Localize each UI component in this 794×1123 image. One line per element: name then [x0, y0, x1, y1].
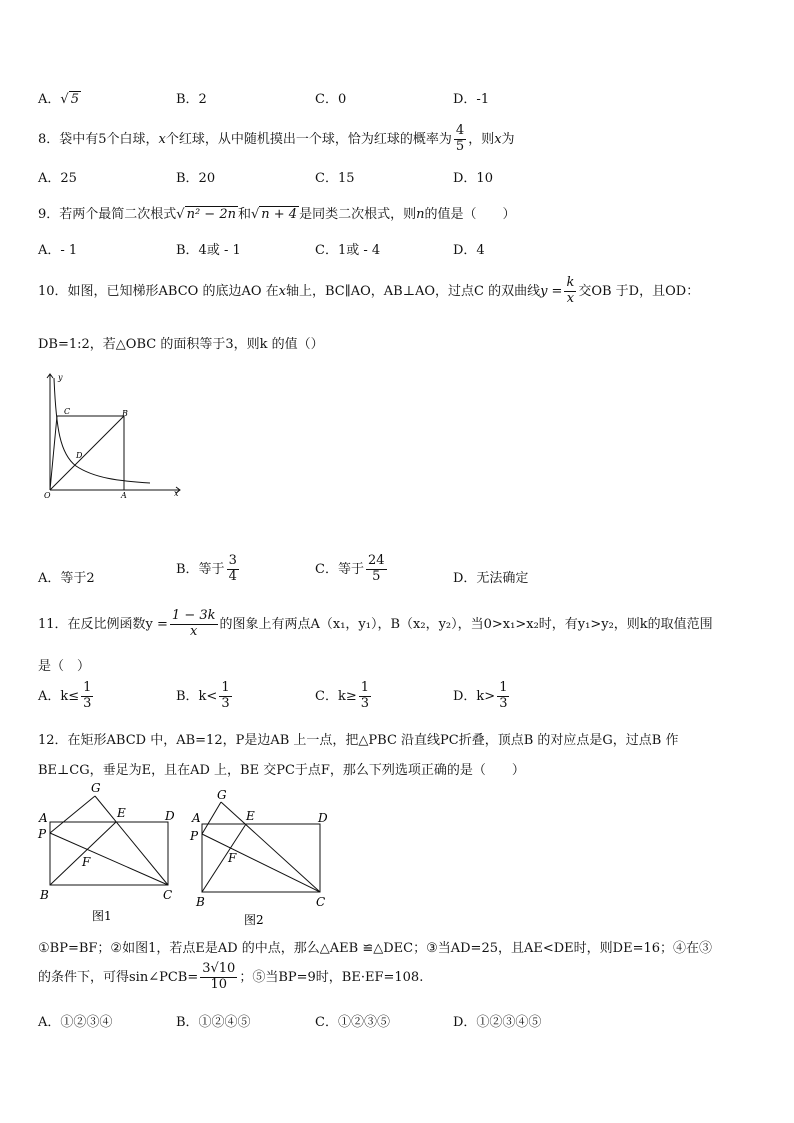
q8-stem: 8．袋中有5个白球，x个红球，从中随机摸出一个球，恰为红球的概率为 $\frac{4}{5}$ ，则x为	[38, 123, 515, 154]
q8-option-c: C．15	[315, 171, 355, 186]
fig1-label-e: E	[117, 806, 126, 820]
label-b: B	[122, 409, 128, 418]
q12-option-b: B．①②④⑤	[176, 1015, 251, 1030]
q8-fraction: $\frac{4}{5}$	[455, 123, 465, 154]
rectangle-abcd	[202, 824, 320, 892]
fig1-label-f: F	[82, 855, 91, 869]
q10-fraction: $\frac{k}{x}$	[566, 275, 575, 306]
fig2-caption: 图2	[244, 913, 264, 927]
fig1-label-b: B	[40, 888, 49, 902]
q12-stem-line2: BE⊥CG，垂足为E，且在AD 上，BE 交PC于点F，那么下列选项正确的是（ ）	[38, 763, 525, 778]
q12-figure-1	[36, 780, 186, 926]
fig2-label-c: C	[316, 895, 326, 909]
q7-option-d: D．-1	[453, 92, 490, 107]
label-a: A	[121, 491, 127, 500]
q12-statements-line2: 的条件下，可得sin∠PCB= $\frac{3√10}{10}$ ；⑤当BP=9时，BE·EF=108.	[38, 961, 424, 992]
q9-option-b: B．4或 - 1	[176, 243, 241, 258]
q12-stem-line1: 12．在矩形ABCD 中，AB=12，P是边AB 上一点，把△PBC 沿直线PC折叠，顶点B 的对应点是G，过点B 作	[38, 733, 679, 748]
sqrt-sign: √	[60, 92, 69, 107]
q10-figure	[38, 368, 188, 500]
q11-option-a: A．k≤ $\frac{1}{3}$	[38, 680, 92, 711]
q7-option-b: B．2	[176, 92, 207, 107]
q12-option-c: C．①②③⑤	[315, 1015, 390, 1030]
segment-pc	[202, 834, 320, 892]
q11-option-d: D．k> $\frac{1}{3}$	[453, 680, 508, 711]
q11-stem-line1: 11．在反比例函数y = $\frac{1 - 3k}{x}$ 的图象上有两点A（x₁，y₁），B（x₂，y₂），当0>x₁>x₂时，有y₁>y₂，则k的取值范围	[38, 608, 713, 639]
q7-option-c: C．0	[315, 92, 347, 107]
fig2-label-g: G	[217, 788, 227, 802]
fig1-label-g: G	[91, 781, 101, 795]
label-x: x	[174, 489, 179, 498]
hyperbola-curve	[54, 378, 150, 483]
segment-pc	[50, 833, 168, 885]
fig2-label-f: F	[228, 851, 237, 865]
q11-option-b: B．k< $\frac{1}{3}$	[176, 680, 230, 711]
fig2-label-b: B	[196, 895, 205, 909]
sin-fraction: $\frac{3√10}{10}$	[202, 961, 236, 992]
label-o: O	[44, 491, 51, 500]
q11-stem-line2: 是（ ）	[38, 659, 91, 674]
q8-option-d: D．10	[453, 171, 493, 186]
fig1-label-d: D	[165, 809, 175, 823]
q12-option-a: A．①②③④	[38, 1015, 113, 1030]
fig2-label-d: D	[318, 811, 328, 825]
q10-stem-line1: 10．如图，已知梯形ABCO 的底边AO 在x轴上，BC∥AO，AB⊥AO，过点C 的双曲线y = $\frac{k}{x}$ 交OB 于D，且OD：	[38, 275, 700, 306]
q10-option-a: A．等于2	[38, 571, 95, 586]
q8-option-b: B．20	[176, 171, 216, 186]
q9-option-a: A．- 1	[38, 243, 78, 258]
segment-pg	[202, 802, 221, 834]
fig1-label-c: C	[163, 888, 173, 902]
fig2-label-a: A	[192, 811, 201, 825]
q12-option-d: D．①②③④⑤	[453, 1015, 542, 1030]
fig1-label-a: A	[39, 811, 48, 825]
q9-stem: 9．若两个最简二次根式√ n² − 2n 和√ n + 4 是同类二次根式，则n的值是（ ）	[38, 207, 516, 222]
q10-stem-line2: DB=1:2，若△OBC 的面积等于3，则k 的值（）	[38, 337, 324, 352]
segment-gc	[221, 802, 320, 892]
fig2-label-p: P	[190, 829, 199, 843]
q10-option-c: C．等于 $\frac{24}{5}$	[315, 553, 385, 584]
label-d: D	[76, 451, 83, 460]
q10-option-d: D．无法确定	[453, 571, 529, 586]
q10-option-b: B．等于 $\frac{3}{4}$	[176, 553, 237, 584]
q9-option-d: D．4	[453, 243, 485, 258]
q12-figure-2	[188, 782, 338, 928]
segment-be	[202, 824, 246, 892]
fig2-label-e: E	[246, 809, 255, 823]
q9-option-c: C．1或 - 4	[315, 243, 381, 258]
rectangle-abcd	[50, 822, 168, 885]
segment-pg	[50, 796, 95, 833]
q12-statements-line1: ①BP=BF；②如图1，若点E是AD 的中点，那么△AEB ≌△DEC；③当AD=25，且AE<DE时，则DE=16；④在③	[38, 941, 713, 956]
q7-option-a: A．√ 5	[38, 92, 79, 107]
q11-option-c: C．k≥ $\frac{1}{3}$	[315, 680, 369, 711]
label-y: y	[58, 373, 63, 382]
label-c: C	[64, 407, 71, 416]
segment-gc	[95, 796, 168, 885]
q8-option-a: A．25	[38, 171, 77, 186]
fig1-caption: 图1	[92, 909, 112, 923]
segment-oc	[50, 416, 57, 490]
fig1-label-p: P	[38, 827, 47, 841]
q11-fraction: $\frac{1 - 3k}{x}$	[171, 608, 216, 639]
segment-be	[50, 822, 116, 885]
